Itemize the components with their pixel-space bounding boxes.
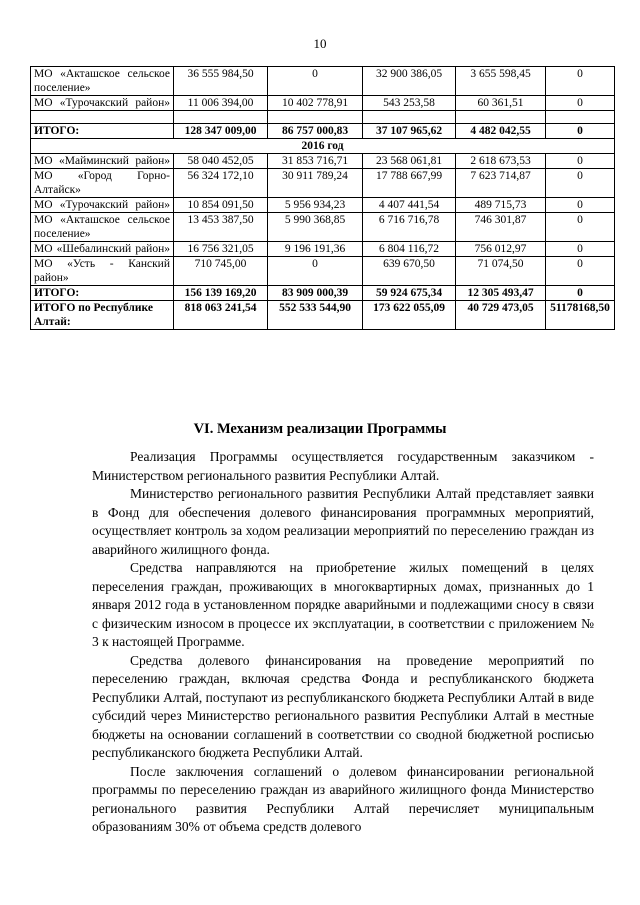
amount-cell: 16 756 321,05 (174, 242, 268, 257)
paragraph: После заключения соглашений о долевом финансировании региональной программы по переселению граждан из аварийного жилищного фонда Министерство регионального развития Республики Алтай перечисляет муниципальным образованиям 30% от объема средств долевого (92, 763, 594, 834)
amount-cell: 23 568 061,81 (363, 154, 456, 169)
table-cell (363, 111, 456, 124)
municipality-name: МО «Город Горно-Алтайск» (31, 169, 174, 198)
amount-cell: 10 402 778,91 (268, 96, 363, 111)
municipality-name: МО «Усть - Канский район» (31, 257, 174, 286)
amount-cell: 17 788 667,99 (363, 169, 456, 198)
amount-cell: 31 853 716,71 (268, 154, 363, 169)
amount-cell: 13 453 387,50 (174, 213, 268, 242)
municipality-name: МО «Шебалинский район» (31, 242, 174, 257)
amount-cell: 0 (546, 198, 615, 213)
table-row (31, 67, 615, 96)
amount-cell: 639 670,50 (363, 257, 456, 286)
table-row (31, 154, 615, 169)
amount-cell: 0 (546, 242, 615, 257)
amount-cell: 489 715,73 (456, 198, 546, 213)
amount-cell: 156 139 169,20 (174, 286, 268, 301)
amount-cell: 543 253,58 (363, 96, 456, 111)
table-row (31, 242, 615, 257)
amount-cell: 71 074,50 (456, 257, 546, 286)
amount-cell: 0 (546, 67, 615, 96)
paragraph: Министерство регионального развития Республики Алтай представляет заявки в Фонд для обеспечения долевого финансирования программных мероприятий, осуществляет контроль за ходом реализации мероприятий по переселению граждан из аварийного жилищного фонда. (92, 486, 594, 557)
amount-cell: 4 482 042,55 (456, 124, 546, 139)
amount-cell: 0 (268, 67, 363, 96)
amount-cell: 12 305 493,47 (456, 286, 546, 301)
amount-cell: 4 407 441,54 (363, 198, 456, 213)
amount-cell: 2 618 673,53 (456, 154, 546, 169)
amount-cell: 0 (268, 257, 363, 286)
body-text (92, 448, 594, 837)
amount-cell: 5 956 934,23 (268, 198, 363, 213)
table-cell (31, 111, 174, 124)
amount-cell: 6 716 716,78 (363, 213, 456, 242)
amount-cell: 36 555 984,50 (174, 67, 268, 96)
table-total-row (31, 301, 615, 330)
amount-cell: 0 (546, 124, 615, 139)
amount-cell: 3 655 598,45 (456, 67, 546, 96)
municipality-name: МО «Майминский район» (31, 154, 174, 169)
amount-cell: 51178168,50 (546, 301, 615, 330)
amount-cell: 37 107 965,62 (363, 124, 456, 139)
amount-cell: 86 757 000,83 (268, 124, 363, 139)
amount-cell: 818 063 241,54 (174, 301, 268, 330)
amount-cell: 0 (546, 286, 615, 301)
amount-cell: 83 909 000,39 (268, 286, 363, 301)
municipality-name: МО «Акташское сельское поселение» (31, 213, 174, 242)
amount-cell: 746 301,87 (456, 213, 546, 242)
amount-cell: 32 900 386,05 (363, 67, 456, 96)
table-year-row (31, 139, 615, 154)
amount-cell: 30 911 789,24 (268, 169, 363, 198)
amount-cell: 56 324 172,10 (174, 169, 268, 198)
amount-cell: 60 361,51 (456, 96, 546, 111)
amount-cell: 0 (546, 257, 615, 286)
amount-cell: 0 (546, 96, 615, 111)
amount-cell: 552 533 544,90 (268, 301, 363, 330)
table-row (31, 257, 615, 286)
paragraph: Реализация Программы осуществляется государственным заказчиком - Министерством регионального развития Республики Алтай. (92, 449, 594, 483)
paragraph: Средства направляются на приобретение жилых помещений в целях переселения граждан, проживающих в многоквартирных домах, признанных до 1 января 2012 года в установленном порядке аварийными и подлежащими сносу в связи с физическим износом в процессе их эксплуатации, в соответствии с приложением № 3 к настоящей Программе. (92, 560, 594, 649)
amount-cell: 0 (546, 213, 615, 242)
section-title: VI. Механизм реализации Программы (193, 421, 447, 437)
table-spacer-row (31, 111, 615, 124)
amount-cell: 7 623 714,87 (456, 169, 546, 198)
amount-cell: 0 (546, 154, 615, 169)
amount-cell: 10 854 091,50 (174, 198, 268, 213)
amount-cell: 6 804 116,72 (363, 242, 456, 257)
amount-cell: 756 012,97 (456, 242, 546, 257)
municipality-name: МО «Акташское сельское поселение» (31, 67, 174, 96)
amount-cell: 5 990 368,85 (268, 213, 363, 242)
amount-cell: 128 347 009,00 (174, 124, 268, 139)
table-row (31, 96, 615, 111)
municipality-name: ИТОГО: (31, 124, 174, 139)
table-row (31, 198, 615, 213)
table-row (31, 169, 615, 198)
table-total-row (31, 286, 615, 301)
table-cell (546, 111, 615, 124)
table-cell (268, 111, 363, 124)
table-cell (456, 111, 546, 124)
amount-cell: 59 924 675,34 (363, 286, 456, 301)
municipality-name: ИТОГО по Республике Алтай: (31, 301, 174, 330)
amount-cell: 40 729 473,05 (456, 301, 546, 330)
municipality-name: МО «Турочакский район» (31, 96, 174, 111)
municipality-name: ИТОГО: (31, 286, 174, 301)
municipality-name: МО «Турочакский район» (31, 198, 174, 213)
amount-cell: 173 622 055,09 (363, 301, 456, 330)
table-row (31, 213, 615, 242)
table-total-row (31, 124, 615, 139)
amount-cell: 710 745,00 (174, 257, 268, 286)
amount-cell: 9 196 191,36 (268, 242, 363, 257)
amount-cell: 0 (546, 169, 615, 198)
funding-table (30, 66, 615, 330)
paragraph: Средства долевого финансирования на проведение мероприятий по переселению граждан, включая средства Фонда и республиканского бюджета Республики Алтай, поступают из республиканского бюджета Республики Алтай в виде субсидий через Министерство регионального развития Республики Алтай в местные бюджеты на основании соглашений в соответствии со сводной бюджетной росписью республиканского бюджета Республики Алтай. (92, 652, 594, 760)
page-number: 10 (313, 36, 327, 51)
table-cell (174, 111, 268, 124)
year-header: 2016 год (31, 139, 615, 154)
amount-cell: 58 040 452,05 (174, 154, 268, 169)
amount-cell: 11 006 394,00 (174, 96, 268, 111)
